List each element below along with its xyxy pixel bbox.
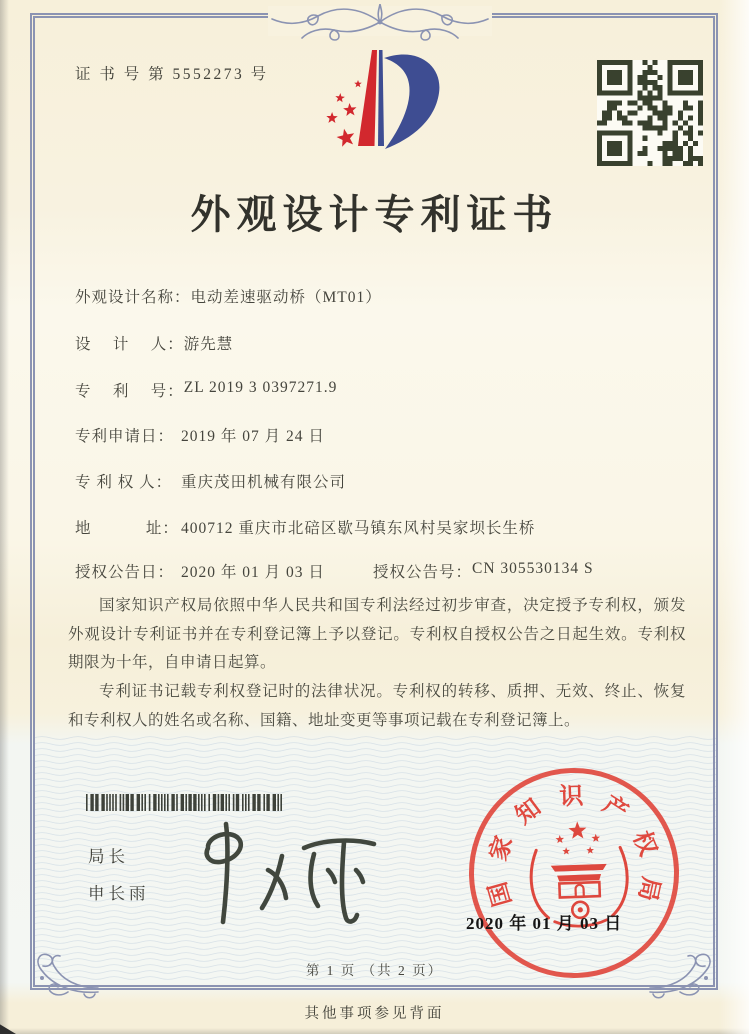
- field-row-patentee: [75, 470, 346, 492]
- signer-name: 申长雨: [88, 885, 150, 903]
- field-label: 设 计 人：: [75, 336, 184, 353]
- certificate-title: 外观设计专利证书: [190, 192, 559, 237]
- body-paragraph: 国家知识产权局依照中华人民共和国专利法经过初步审查，决定授予专利权，颁发外观设计专利证书并在专利登记簿上予以登记。专利权自授权公告之日起生效。专利权期限为十年，自申请日起算。: [68, 597, 686, 672]
- certificate-number: 证 书 号 第 5552273 号: [75, 66, 269, 83]
- field-value: ZL 2019 3 0397271.9: [183, 379, 338, 396]
- body-paragraph: 专利证书记载专利权登记时的法律状况。专利权的转移、质押、无效、终止、恢复和专利权人的姓名或名称、国籍、地址变更等事项记载在专利登记簿上。: [68, 683, 686, 729]
- cnipa-logo: [312, 44, 462, 172]
- field-row-design-name: [75, 285, 382, 307]
- scan-edge-light-right: [719, 0, 749, 1034]
- field-row-filing-date: [75, 424, 325, 446]
- field-row-patent-number: [75, 379, 337, 401]
- field-label: 授权公告日：: [75, 564, 175, 581]
- field-label: 专 利 权 人：: [75, 474, 173, 491]
- scan-edge-shadow-bottom: [0, 1028, 749, 1034]
- field-value: CN 305530134 S: [472, 560, 594, 577]
- top-flourish-ornament: [254, 0, 506, 46]
- field-label: 授权公告号：: [373, 564, 473, 581]
- seal-date: 2020 年 01 月 03 日: [466, 914, 623, 933]
- field-value: 400712 重庆市北碚区歇马镇东风村吴家坝长生桥: [181, 520, 536, 537]
- official-seal: [465, 764, 682, 981]
- page-number: 第 1 页 （共 2 页）: [305, 963, 444, 978]
- field-value: 电动差速驱动桥（MT01）: [190, 289, 382, 306]
- field-grant-number: [373, 560, 594, 582]
- qr-code: [597, 60, 703, 166]
- signer-title: 局长: [88, 848, 129, 866]
- field-row-grant-date: [75, 560, 695, 582]
- field-label: 地 址：: [75, 520, 179, 537]
- field-value: 游先慧: [183, 336, 234, 353]
- field-value: 2019 年 07 月 24 日: [181, 428, 325, 445]
- barcode: [84, 794, 286, 811]
- scan-edge-shadow-left: [0, 0, 9, 1034]
- field-label: 专 利 号：: [75, 383, 184, 400]
- logo-stars-icon: [326, 80, 362, 147]
- seal-ring-text: 国 家 知 识 产 权 局: [483, 782, 666, 910]
- signature: [196, 818, 408, 930]
- field-value: 2020 年 01 月 03 日: [181, 564, 325, 581]
- field-row-address: [75, 516, 535, 538]
- field-label: 外观设计名称：: [75, 289, 191, 306]
- back-note: 其他事项参见背面: [304, 1006, 445, 1022]
- field-value: 重庆茂田机械有限公司: [181, 474, 347, 491]
- legal-text: [68, 592, 686, 735]
- field-label: 专利申请日：: [75, 428, 175, 445]
- field-row-designer: [75, 332, 233, 354]
